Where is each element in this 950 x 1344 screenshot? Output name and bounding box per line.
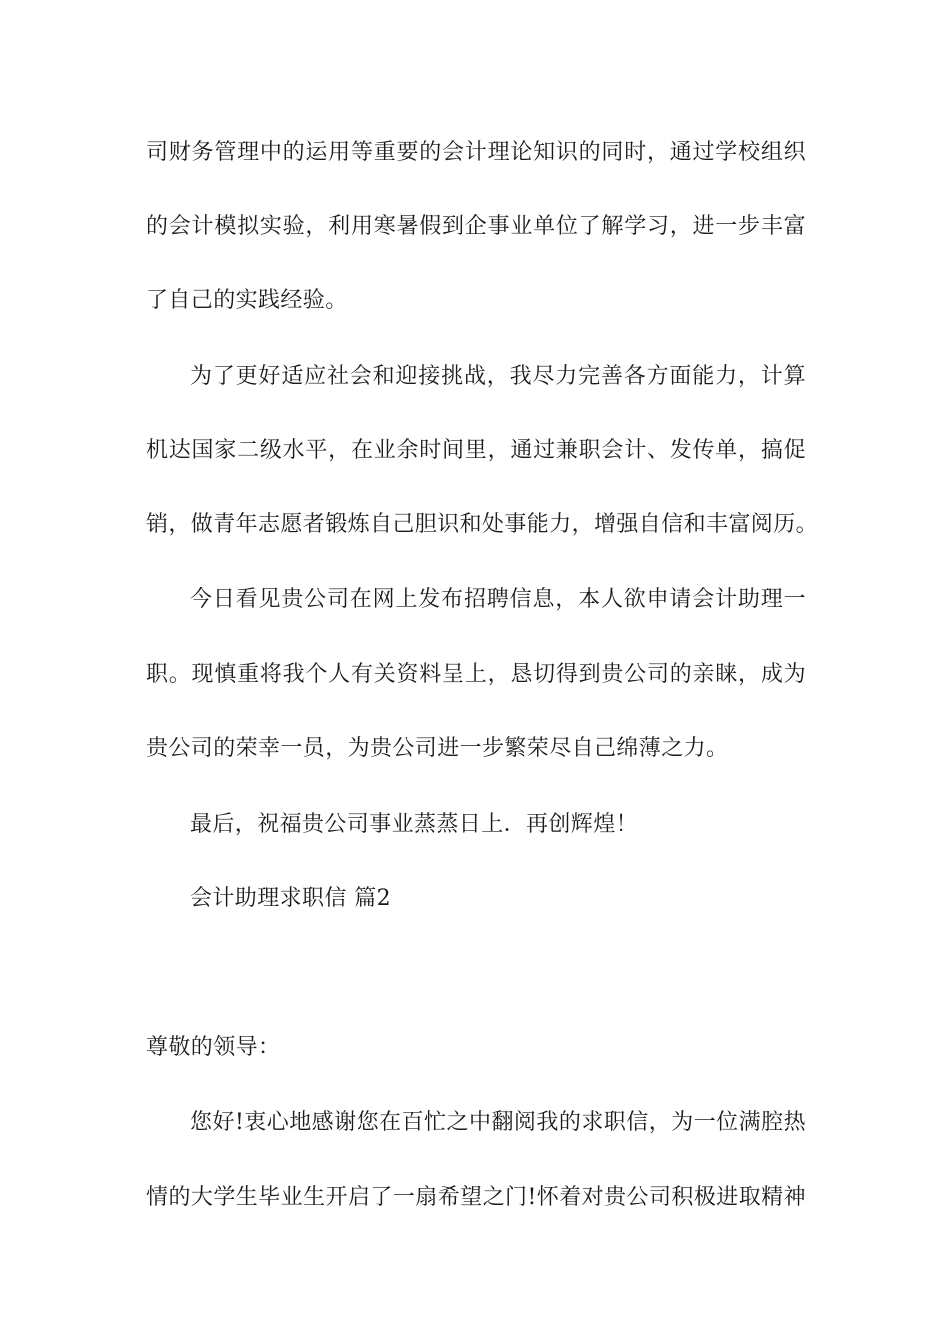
text-line-8: 职。现慎重将我个人有关资料呈上，恳切得到贵公司的亲睐，成为 [146, 662, 806, 687]
text-line-2: 的会计模拟实验，利用寒暑假到企事业单位了解学习，进一步丰富 [146, 214, 806, 239]
text-line-3: 了自己的实践经验。 [146, 288, 348, 313]
text-line-10: 最后，祝福贵公司事业蒸蒸日上．再创辉煌！ [190, 812, 639, 837]
salutation: 尊敬的领导： [146, 1035, 281, 1060]
section-heading: 会计助理求职信 篇2 [190, 886, 391, 911]
text-line-1: 司财务管理中的运用等重要的会计理论知识的同时，通过学校组织 [146, 140, 806, 165]
text-line-14: 情的大学生毕业生开启了一扇希望之门!怀着对贵公司积极进取精神 [146, 1185, 806, 1210]
text-line-9: 贵公司的荣幸一员，为贵公司进一步繁荣尽自己绵薄之力。 [146, 736, 729, 761]
text-line-4: 为了更好适应社会和迎接挑战，我尽力完善各方面能力，计算 [190, 364, 806, 389]
text-line-5: 机达国家二级水平，在业余时间里，通过兼职会计、发传单，搞促 [146, 438, 806, 463]
text-line-7: 今日看见贵公司在网上发布招聘信息，本人欲申请会计助理一 [190, 587, 806, 612]
text-line-13: 您好!衷心地感谢您在百忙之中翻阅我的求职信，为一位满腔热 [190, 1110, 806, 1135]
text-line-6: 销，做青年志愿者锻炼自己胆识和处事能力，增强自信和丰富阅历。 [146, 512, 819, 537]
